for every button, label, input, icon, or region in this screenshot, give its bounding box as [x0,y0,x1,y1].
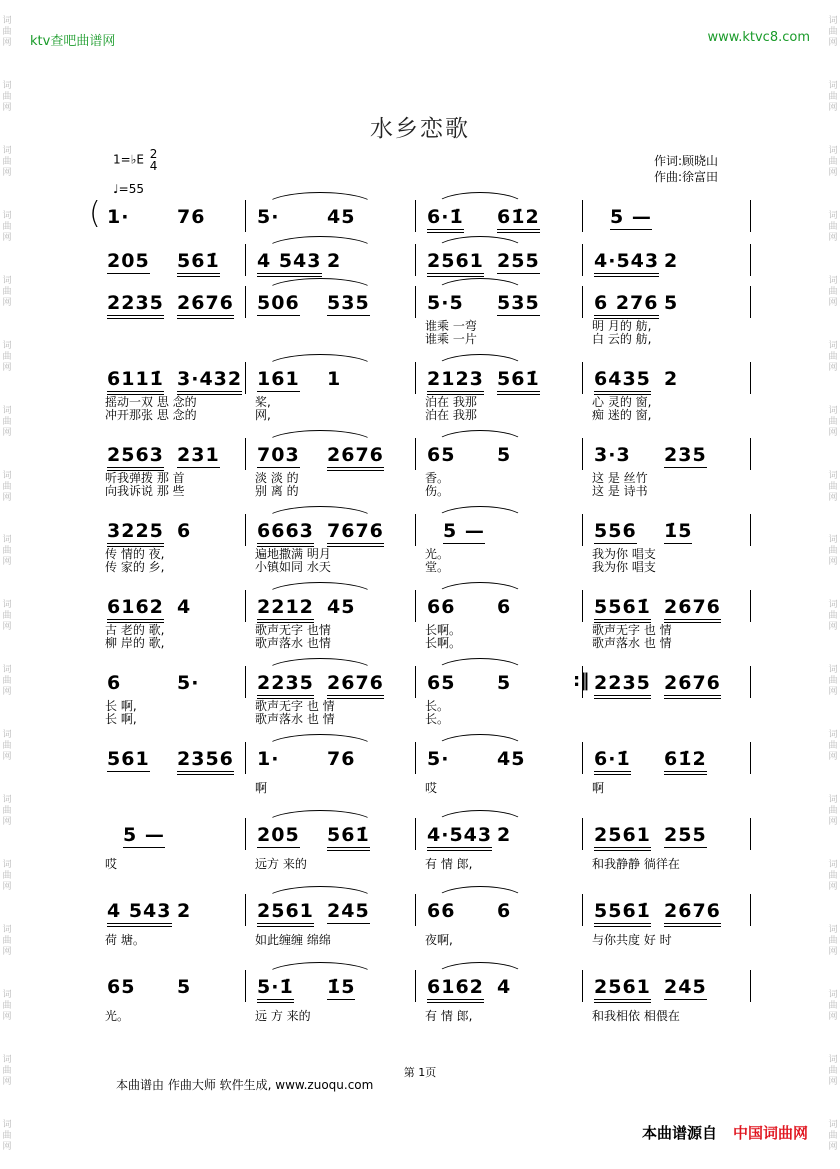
slur-mark [265,658,375,672]
watermark-glyph: 词曲网 [2,535,12,568]
time-bottom: 4 [149,159,158,173]
bar-line [245,590,246,622]
slur-mark [435,192,525,206]
note-group: 1· [107,206,130,228]
slur-mark [265,506,375,520]
lyric-verse-1: 啊 [592,781,605,795]
bar-line [245,286,246,318]
note-group: 4 543 [107,900,172,927]
note-group: 2561 [427,250,484,277]
watermark-glyph: 词曲网 [828,925,838,958]
lyric-verse-2: 别 离 的 [255,484,299,498]
lyric-verse-1: 和我静静 徜徉在 [592,857,680,871]
bar-line [245,666,246,698]
lyric-verse-1: 长啊。 [425,623,462,637]
slur-mark [435,886,525,900]
note-group: 2561 [594,824,651,851]
note-group: 5 [664,292,679,314]
note-group: 5 [177,976,192,998]
lyric-verse-1: 长 啊, [105,699,137,713]
note-group: 2676 [664,900,721,927]
lyric-verse-2: 伤。 [425,484,450,498]
lyric-verse-2: 我为你 唱支 [592,560,656,574]
watermark-glyph: 词曲网 [2,1054,12,1087]
watermark-glyph: 词曲网 [2,470,12,503]
note-group: 4 543 [257,250,322,277]
bar-line [750,818,751,850]
lyric-verse-2: 向我诉说 那 些 [105,484,185,498]
note-group: 161 [257,368,300,390]
score-line [95,742,755,812]
note-group: 5 — [610,206,652,228]
lyric-verse-2: 这 是 诗书 [592,484,648,498]
lyric-verse-1: 桨, [255,395,271,409]
lyric-verse-1: 淡 淡 的 [255,471,299,485]
note-group: 6·1̇ [594,748,631,775]
watermark-glyph: 词曲网 [2,665,12,698]
note-group: 2235 [594,672,651,699]
watermark-glyph: 词曲网 [828,860,838,893]
score-line [95,514,755,584]
watermark-glyph: 词曲网 [2,80,12,113]
bar-line [582,362,583,394]
lyric-verse-1: 远方 来的 [255,857,307,871]
bar-line [750,200,751,232]
note-group: 6 [177,520,192,542]
slur-mark [265,734,375,748]
slur-mark [265,810,375,824]
lyric-verse-2: 泊在 我那 [425,408,477,422]
lyric-verse-1: 长。 [425,699,450,713]
bar-line [582,244,583,276]
note-group: 2 [664,368,679,390]
lyric-verse-1: 传 情的 夜, [105,547,165,561]
lyric-verse-1: 哎 [105,857,118,871]
bar-line [750,590,751,622]
lyric-verse-2: 长。 [425,712,450,726]
note-group: 231 [177,444,220,466]
slur-mark [435,962,525,976]
watermark-glyph: 词曲网 [828,145,838,178]
note-group: 2676 [177,292,234,319]
note-group: 2 [327,250,342,272]
note-group: 1 [327,368,342,390]
note-group: 2563 [107,444,164,471]
note-group: 535 [327,292,370,314]
time-top: 2 [149,147,158,161]
watermark-glyph: 词曲网 [828,1119,838,1152]
lyric-verse-1: 遍地撒满 明月 [255,547,331,561]
note-group: 2356 [177,748,234,775]
note-group: 205 [107,250,150,272]
note-group: 5 — [123,824,165,846]
slur-mark [435,582,525,596]
source-site[interactable]: 中国词曲网 [732,1124,808,1142]
note-group: 2 [664,250,679,272]
watermark-glyph: 词曲网 [2,1119,12,1152]
lyric-verse-1: 香。 [425,471,450,485]
note-group: 506 [257,292,300,314]
watermark-glyph: 词曲网 [828,600,838,633]
bar-line [415,666,416,698]
bar-line [415,200,416,232]
note-group: 2676 [327,672,384,699]
slur-mark [265,192,375,206]
watermark-glyph: 词曲网 [828,405,838,438]
bar-line [750,286,751,318]
lyric-verse-2: 痴 迷的 窗, [592,408,652,422]
watermark-glyph: 词曲网 [2,600,12,633]
page-number: 第 1页 [403,1066,437,1079]
note-group: 5· [177,672,200,694]
note-group: 5 — [443,520,485,542]
bar-line [582,818,583,850]
note-group: 2235 [257,672,314,699]
note-group: 5561̇ [594,596,651,623]
slur-mark [435,734,525,748]
bar-line [245,970,246,1002]
note-group: 6 [497,596,512,618]
note-group: 5 [497,672,512,694]
repeat-sign: :‖ [573,670,590,691]
watermark-glyph: 词曲网 [2,730,12,763]
slur-mark [435,506,525,520]
note-group: 6 [497,900,512,922]
note-group: 45 [327,596,356,618]
composer: 作曲:徐富田 [654,170,719,184]
right-watermark-strip [827,0,839,1169]
watermark-glyph: 词曲网 [828,1054,838,1087]
lyric-verse-1: 啊 [255,781,268,795]
lyric-verse-1: 泊在 我那 [425,395,477,409]
note-group: 7676 [327,520,384,547]
note-group: 2212 [257,596,314,623]
lyric-verse-2: 冲开那张 思 念的 [105,408,197,422]
software-credit: 本曲谱由 作曲大师 软件生成, www.zuoqu.com [116,1078,374,1092]
note-group: 6 [107,672,122,694]
note-group: 3·3 [594,444,631,466]
credits [654,153,718,185]
bar-line [245,200,246,232]
watermark-glyph: 词曲网 [2,795,12,828]
lyric-verse-1: 心 灵的 窗, [592,395,652,409]
note-group: 1· [257,748,280,770]
bar-line [245,818,246,850]
lyric-verse-2: 小镇如同 水天 [255,560,331,574]
note-group: 5· [257,206,280,228]
note-group: 76 [177,206,206,228]
slur-mark [265,962,375,976]
bar-line [582,200,583,232]
score-line [95,970,755,1040]
note-group: 556 [594,520,637,542]
note-group: 6435 [594,368,651,395]
bar-line [245,894,246,926]
watermark-glyph: 词曲网 [828,795,838,828]
note-group: 65 [107,976,136,998]
bar-line [415,818,416,850]
lyric-verse-1: 我为你 唱支 [592,547,656,561]
note-group: 1̇5 [664,520,693,542]
note-group: 2123 [427,368,484,395]
watermark-glyph: 词曲网 [2,990,12,1023]
watermark-glyph: 词曲网 [828,730,838,763]
lyric-verse-2: 网, [255,408,271,422]
lyric-verse-1: 歌声无字 也 情 [255,699,335,713]
lyric-verse-2: 歌声落水 也 情 [255,712,335,726]
note-group: 2235 [107,292,164,319]
watermark-glyph: 词曲网 [2,860,12,893]
lyric-verse-2: 传 家的 乡, [105,560,165,574]
lyric-verse-1: 歌声无字 也情 [255,623,331,637]
bar-line [415,970,416,1002]
song-title: 水乡恋歌 [370,116,470,142]
bar-line [415,742,416,774]
lyric-verse-1: 荷 塘。 [105,933,145,947]
note-group: 6162 [107,596,164,623]
bar-line [582,514,583,546]
watermark-glyph: 词曲网 [2,925,12,958]
note-group: 1̇5 [327,976,356,998]
bar-line [750,666,751,698]
bar-line [750,362,751,394]
watermark-glyph: 词曲网 [828,15,838,48]
lyric-verse-1: 有 情 郎, [425,857,473,871]
note-group: 76 [327,748,356,770]
watermark-glyph: 词曲网 [828,535,838,568]
lyric-verse-2: 堂。 [425,560,450,574]
bar-line [415,590,416,622]
tempo-mark: ♩=55 [113,182,144,196]
slur-mark [435,658,525,672]
bar-line [245,514,246,546]
lyric-verse-1: 有 情 郎, [425,1009,473,1023]
bar-line [245,742,246,774]
score-line [95,666,755,736]
slur-mark [265,886,375,900]
watermark-glyph: 词曲网 [2,405,12,438]
note-group: 45 [497,748,526,770]
bar-line [415,286,416,318]
bar-line [582,742,583,774]
slur-mark [435,430,525,444]
bar-line [415,244,416,276]
bar-line [582,590,583,622]
lyric-verse-1: 古 老的 歌, [105,623,165,637]
key-signature [113,148,157,172]
note-group: 6111̇ [107,368,164,395]
note-group: 5·1̇ [257,976,294,1003]
note-group: 65 [427,672,456,694]
note-group: 66 [427,596,456,618]
score-line [95,894,755,964]
note-group: 61̇2 [664,748,707,775]
lyric-verse-1: 这 是 丝竹 [592,471,648,485]
bar-line [245,438,246,470]
note-group: 561 [107,748,150,770]
note-group: 6·1̇ [427,206,464,233]
watermark-glyph: 词曲网 [2,340,12,373]
lyric-verse-1: 听我弹拨 那 首 [105,471,185,485]
note-group: 255 [497,250,540,272]
note-group: 4·543 [427,824,492,851]
lyric-verse-1: 哎 [425,781,438,795]
slur-mark [435,810,525,824]
note-group: 561̇ [177,250,220,277]
slur-mark [265,582,375,596]
score-line [95,362,755,432]
note-group: 66 [427,900,456,922]
lyric-verse-2: 歌声落水 也 情 [592,636,672,650]
bar-line [582,894,583,926]
note-group: 255 [664,824,707,846]
note-group: 3225 [107,520,164,547]
bar-line [415,438,416,470]
lyric-verse-2: 长啊。 [425,636,462,650]
note-group: 5561̇ [594,900,651,927]
slur-mark [435,354,525,368]
note-group: 4·543 [594,250,659,277]
watermark-glyph: 词曲网 [2,275,12,308]
lyric-verse-1: 夜啊, [425,933,453,947]
bar-line [415,894,416,926]
site-link-left[interactable]: ktv查吧曲谱网 [30,34,116,49]
lyric-verse-1: 和我相依 相偎在 [592,1009,680,1023]
note-group: 2561 [257,900,314,927]
watermark-glyph: 词曲网 [828,210,838,243]
key-prefix: 1= [113,152,131,167]
bar-line [750,438,751,470]
note-group: 535 [497,292,540,314]
source-credit [642,1122,808,1143]
lyric-verse-1: 远 方 来的 [255,1009,311,1023]
bar-line [750,514,751,546]
lyric-verse-2: 白 云的 舫, [592,332,652,346]
note-group: 3·432 [177,368,242,395]
lyric-verse-1: 光。 [105,1009,130,1023]
bar-line [582,438,583,470]
slur-mark [265,430,375,444]
site-link-right[interactable]: www.ktvc8.com [707,30,810,45]
lyric-verse-1: 明 月的 舫, [592,319,652,333]
note-group: 6663 [257,520,314,547]
watermark-glyph: 词曲网 [828,275,838,308]
note-group: 65 [427,444,456,466]
note-group: 703 [257,444,300,466]
source-label: 本曲谱源自 [641,1124,717,1142]
note-group: 4 [177,596,192,618]
note-group: 235 [664,444,707,466]
note-group: 2676 [327,444,384,471]
watermark-glyph: 词曲网 [2,15,12,48]
note-group: 5 [497,444,512,466]
score-line [95,818,755,888]
bar-line [582,970,583,1002]
bar-line [415,362,416,394]
note-group: 245 [327,900,370,922]
lyricist: 作词:顾晓山 [654,154,719,168]
bar-line [750,970,751,1002]
key-name: ♭E [130,152,144,167]
watermark-glyph: 词曲网 [2,145,12,178]
watermark-glyph: 词曲网 [828,665,838,698]
score-line [95,590,755,660]
note-group: 45 [327,206,356,228]
watermark-glyph: 词曲网 [828,80,838,113]
note-group: 4 [497,976,512,998]
note-group: 61̇2 [497,206,540,233]
bar-line [750,244,751,276]
time-signature [150,148,158,172]
watermark-glyph: 词曲网 [828,990,838,1023]
lyric-verse-1: 谁乘 一弯 [425,319,477,333]
lyric-verse-2: 长 啊, [105,712,137,726]
note-group: 561̇ [497,368,540,395]
lyric-verse-2: 柳 岸的 歌, [105,636,165,650]
bar-line [245,362,246,394]
lyric-verse-2: 歌声落水 也情 [255,636,331,650]
lyric-verse-1: 摇动一双 思 念的 [105,395,197,409]
bar-line [582,286,583,318]
note-group: 2 [177,900,192,922]
lyric-verse-1: 光。 [425,547,450,561]
bar-line [415,514,416,546]
bar-line [750,894,751,926]
note-group: 2676 [664,596,721,623]
lyric-verse-1: 歌声无字 也 情 [592,623,672,637]
phrase-bracket: ( [89,196,101,231]
left-watermark-strip [1,0,13,1169]
lyric-verse-2: 谁乘 一片 [425,332,477,346]
watermark-glyph: 词曲网 [2,210,12,243]
slur-mark [265,354,375,368]
note-group: 5· [427,748,450,770]
note-group: 2561 [594,976,651,1003]
note-group: 245 [664,976,707,998]
note-group: 6162 [427,976,484,1003]
note-group: 205 [257,824,300,846]
watermark-glyph: 词曲网 [828,470,838,503]
score-line [95,286,755,356]
bar-line [245,244,246,276]
bar-line [750,742,751,774]
note-group: 2 [497,824,512,846]
lyric-verse-1: 与你共度 好 时 [592,933,672,947]
note-group: 5·5 [427,292,464,314]
note-group: 561̇ [327,824,370,851]
note-group: 6 276 [594,292,659,319]
score-line [95,438,755,508]
lyric-verse-1: 如此缠缠 绵绵 [255,933,331,947]
watermark-glyph: 词曲网 [828,340,838,373]
note-group: 2676 [664,672,721,699]
